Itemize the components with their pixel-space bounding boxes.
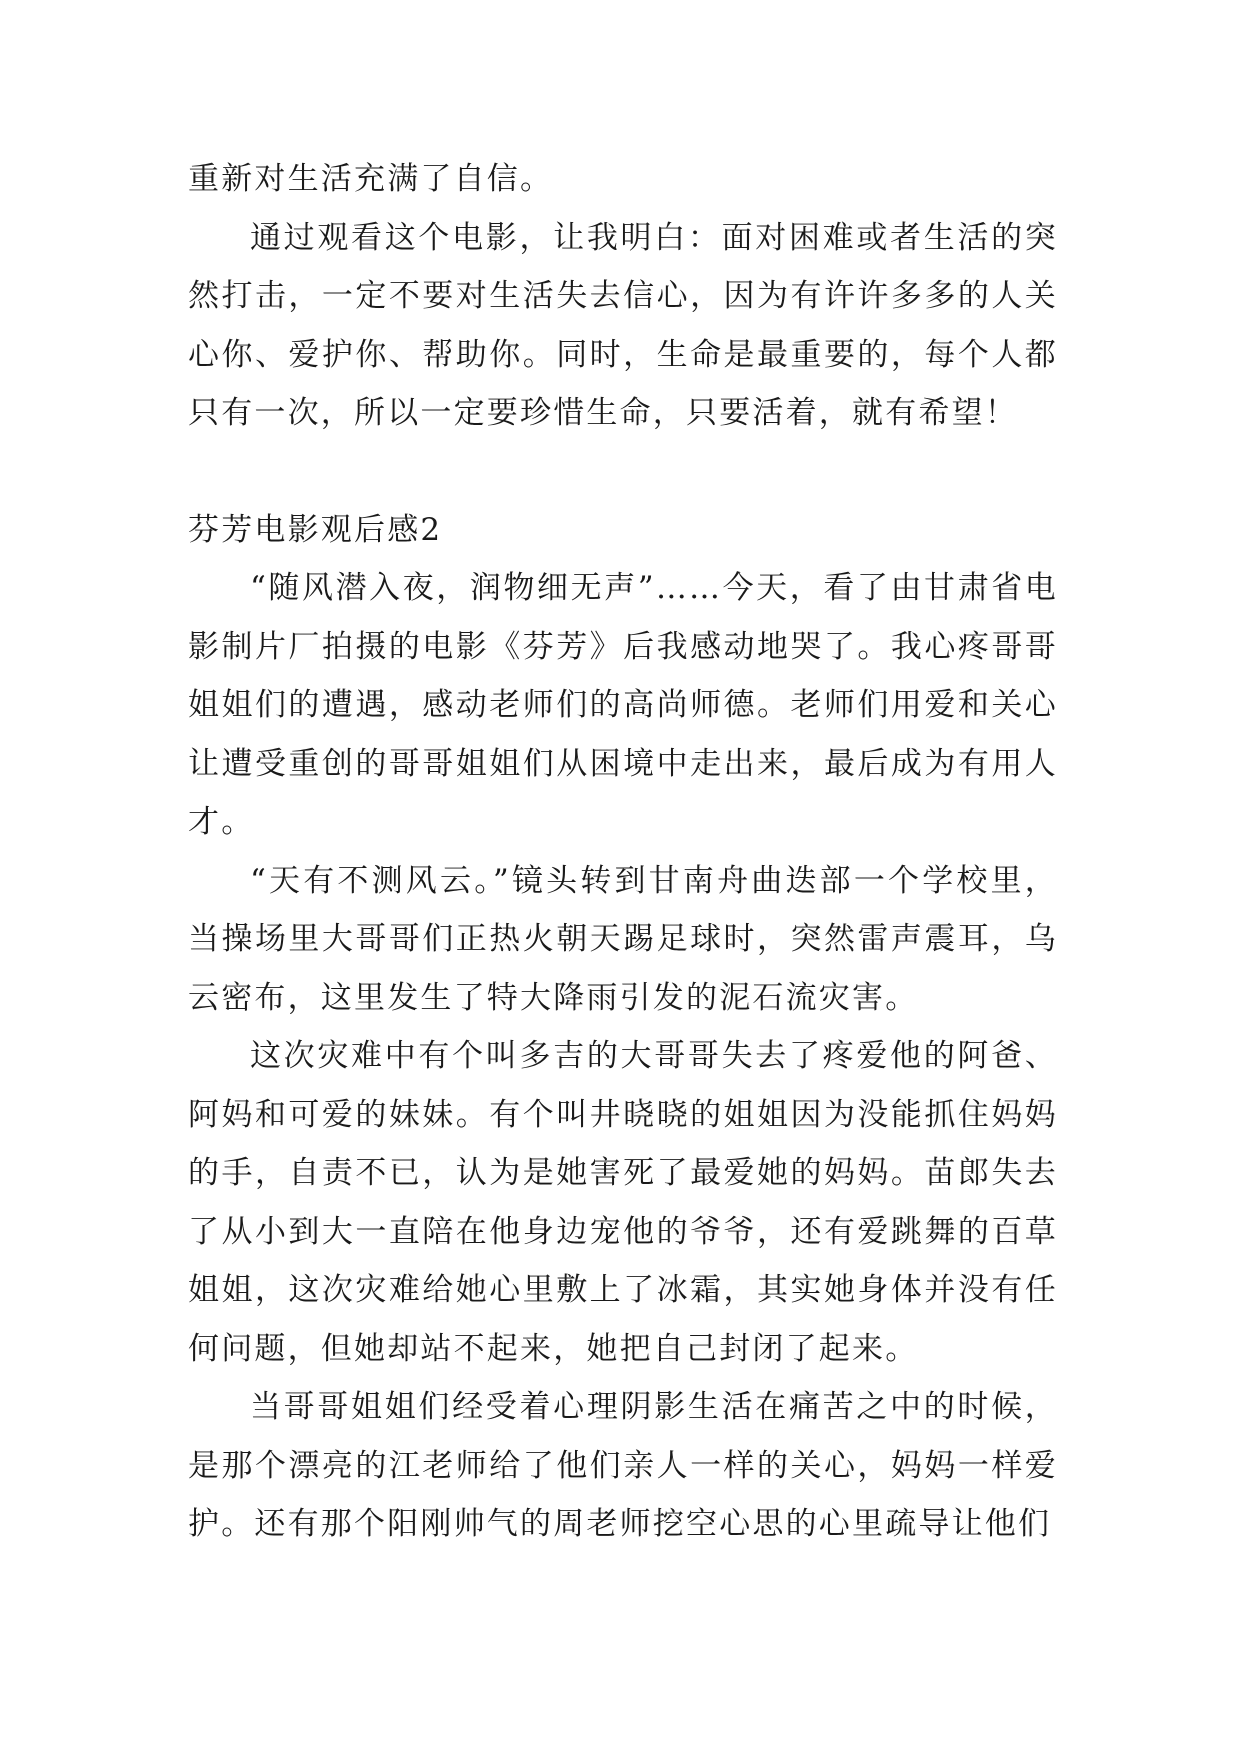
- paragraph: 当哥哥姐姐们经受着心理阴影生活在痛苦之中的时候，是那个漂亮的江老师给了他们亲人一样的关心，妈妈一样爱护。还有那个阳刚帅气的周老师挖空心思的心里疏导让他们: [188, 1389, 1058, 1542]
- paragraph-continued: 重新对生活充满了自信。: [188, 161, 554, 197]
- section-heading: 芬芳电影观后感2: [188, 511, 443, 548]
- document-body: [188, 150, 1058, 1554]
- paragraph: 这次灾难中有个叫多吉的大哥哥失去了疼爱他的阿爸、阿妈和可爱的妹妹。有个叫井晓晓的姐姐因为没能抓住妈妈的手，自责不已，认为是她害死了最爱她的妈妈。苗郎失去了从小到大一直陪在他身边宠他的爷爷，还有爱跳舞的百草姐姐，这次灾难给她心里敷上了冰霜，其实她身体并没有任何问题，但她却站不起来，她把自己封闭了起来。: [188, 1038, 1058, 1367]
- paragraph: “天有不测风云。”镜头转到甘南舟曲迭部一个学校里，当操场里大哥哥们正热火朝天踢足球时，突然雷声震耳，乌云密布，这里发生了特大降雨引发的泥石流灾害。: [188, 862, 1058, 1016]
- paragraph: “随风潜入夜，润物细无声”……今天，看了由甘肃省电影制片厂拍摄的电影《芬芳》后我感动地哭了。我心疼哥哥姐姐们的遭遇，感动老师们的高尚师德。老师们用爱和关心让遭受重创的哥哥姐姐们从困境中走出来，最后成为有用人才。: [188, 570, 1058, 840]
- paragraph-conclusion: 通过观看这个电影，让我明白：面对困难或者生活的突然打击，一定不要对生活失去信心，因为有许许多多的人关心你、爱护你、帮助你。同时，生命是最重要的，每个人都只有一次，所以一定要珍惜生命，只要活着，就有希望！: [188, 219, 1058, 431]
